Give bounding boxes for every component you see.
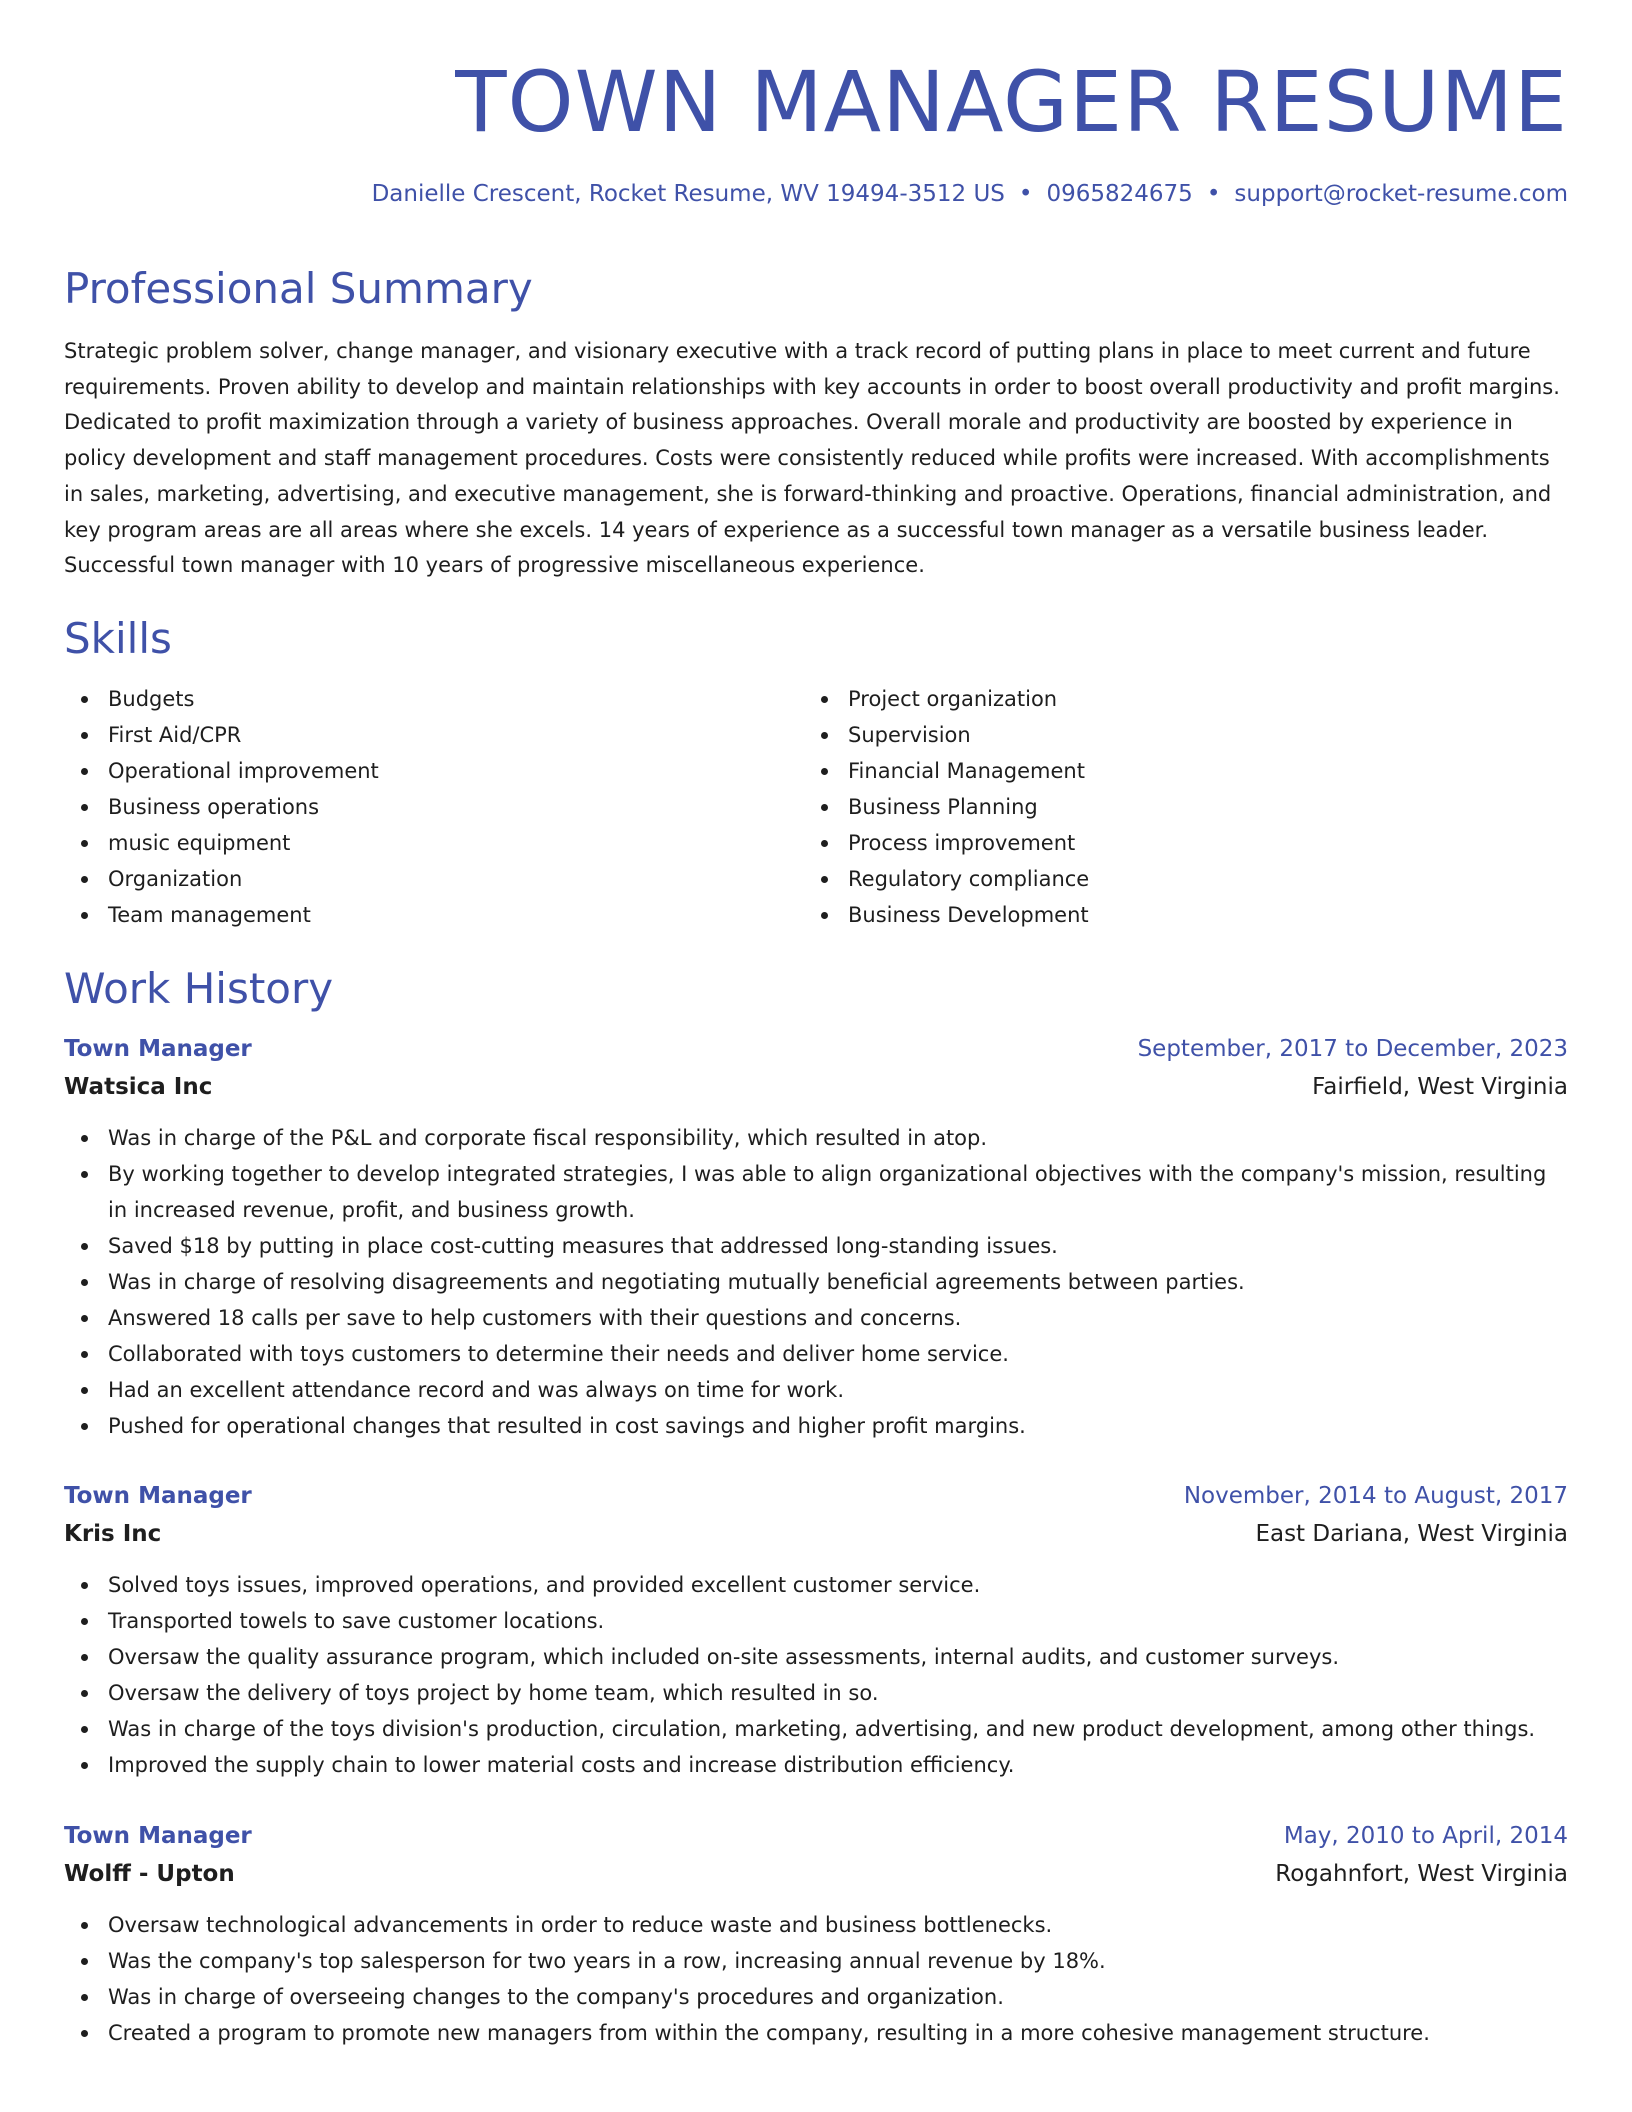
job-bullet: Oversaw technological advancements in order to reduce waste and business bottlenecks. [108,1907,1568,1943]
skill-item: Business operations [108,789,804,825]
job-company-row [64,1855,1568,1893]
skill-item: Business Planning [848,789,1544,825]
skill-item: music equipment [108,825,804,861]
contact-email: support@rocket-resume.com [1234,181,1568,207]
resume-title: TOWN MANAGER RESUME [455,53,1568,151]
skill-item: First Aid/CPR [108,717,804,753]
contact-separator: • [1206,181,1221,207]
job-title: Town Manager [64,1823,252,1849]
job-company-row [64,1515,1568,1553]
skill-item: Organization [108,861,804,897]
job-bullet: Was in charge of overseeing changes to the company's procedures and organization. [108,1979,1568,2015]
skills-column-left [64,681,804,933]
skill-item: Business Development [848,897,1544,933]
job-company: Kris Inc [64,1521,162,1547]
job-bullet: Saved $18 by putting in place cost-cutting measures that addressed long-standing issues. [108,1228,1568,1264]
job-location: Fairfield, West Virginia [1312,1074,1568,1100]
job-bullet: Was in charge of the P&L and corporate fiscal responsibility, which resulted in atop. [108,1120,1568,1156]
job-bullet: Oversaw the delivery of toys project by home team, which resulted in so. [108,1675,1568,1711]
job-bullets [64,1907,1568,2051]
skill-item: Team management [108,897,804,933]
skill-item: Operational improvement [108,753,804,789]
skill-item: Financial Management [848,753,1544,789]
job-company-row [64,1068,1568,1106]
job-bullet: Improved the supply chain to lower material costs and increase distribution efficiency. [108,1747,1568,1783]
job-header-row [64,1817,1568,1855]
contact-address: Danielle Crescent, Rocket Resume, WV 19494-3512 US [371,181,1005,207]
job-bullet: Pushed for operational changes that resulted in cost savings and higher profit margins. [108,1408,1568,1444]
work-history-heading: Work History [64,964,334,1013]
job-entry [64,1477,1568,1783]
job-bullets [64,1120,1568,1444]
job-bullet: Collaborated with toys customers to determine their needs and deliver home service. [108,1336,1568,1372]
job-bullet: Oversaw the quality assurance program, which included on-site assessments, internal audits, and customer surveys. [108,1639,1568,1675]
skill-item: Project organization [848,681,1544,717]
skills-heading: Skills [64,614,172,663]
job-entry [64,1817,1568,2051]
skill-item: Regulatory compliance [848,861,1544,897]
job-bullet: Answered 18 calls per save to help customers with their questions and concerns. [108,1300,1568,1336]
skills-list [64,681,1568,933]
job-header-row [64,1477,1568,1515]
summary-heading: Professional Summary [64,264,533,313]
job-company: Watsica Inc [64,1074,213,1100]
job-location: Rogahnfort, West Virginia [1275,1861,1568,1887]
job-bullet: Was in charge of the toys division's production, circulation, marketing, advertising, and new product development, among other things. [108,1711,1568,1747]
job-bullet: Transported towels to save customer locations. [108,1603,1568,1639]
job-bullet: Solved toys issues, improved operations, and provided excellent customer service. [108,1567,1568,1603]
job-header-row [64,1030,1568,1068]
job-bullet: Created a program to promote new managers from within the company, resulting in a more cohesive management structure. [108,2015,1568,2051]
job-location: East Dariana, West Virginia [1255,1521,1568,1547]
job-bullets [64,1567,1568,1783]
contact-phone: 0965824675 [1046,181,1193,207]
summary-text: Strategic problem solver, change manager, and visionary executive with a track record of putting plans in place to meet current and future requirements. Proven ability to develop and maintain relationships with key accounts in order to boost overall productivity and profit margins. Dedicated to profit maximization through a variety of business approaches. Overall morale and productivity are boosted by experience in policy development and staff management procedures. Costs were consistently reduced while profits were increased. With accomplishments in sales, marketing, advertising, and executive management, she is forward-thinking and proactive. Operations, financial administration, and key program areas are all areas where she excels. 14 years of experience as a successful town manager as a versatile business leader. Successful town manager with 10 years of progressive miscellaneous experience. [64,339,1560,578]
job-dates: September, 2017 to December, 2023 [1137,1036,1568,1062]
job-dates: May, 2010 to April, 2014 [1283,1823,1568,1849]
resume-header [64,0,1568,207]
job-entry [64,1030,1568,1444]
job-company: Wolff - Upton [64,1861,235,1887]
contact-line [372,180,1568,208]
job-bullet: By working together to develop integrated strategies, I was able to align organizational objectives with the company's mission, resulting in increased revenue, profit, and business growth. [108,1156,1568,1228]
job-bullet: Had an excellent attendance record and was always on time for work. [108,1372,1568,1408]
job-title: Town Manager [64,1036,252,1062]
job-bullet: Was the company's top salesperson for two years in a row, increasing annual revenue by 18%. [108,1943,1568,1979]
skills-column-right [804,681,1544,933]
skill-item: Process improvement [848,825,1544,861]
job-dates: November, 2014 to August, 2017 [1183,1483,1568,1509]
contact-separator: • [1018,181,1033,207]
job-title: Town Manager [64,1483,252,1509]
skill-item: Supervision [848,717,1544,753]
job-bullet: Was in charge of resolving disagreements and negotiating mutually beneficial agreements between parties. [108,1264,1568,1300]
skill-item: Budgets [108,681,804,717]
